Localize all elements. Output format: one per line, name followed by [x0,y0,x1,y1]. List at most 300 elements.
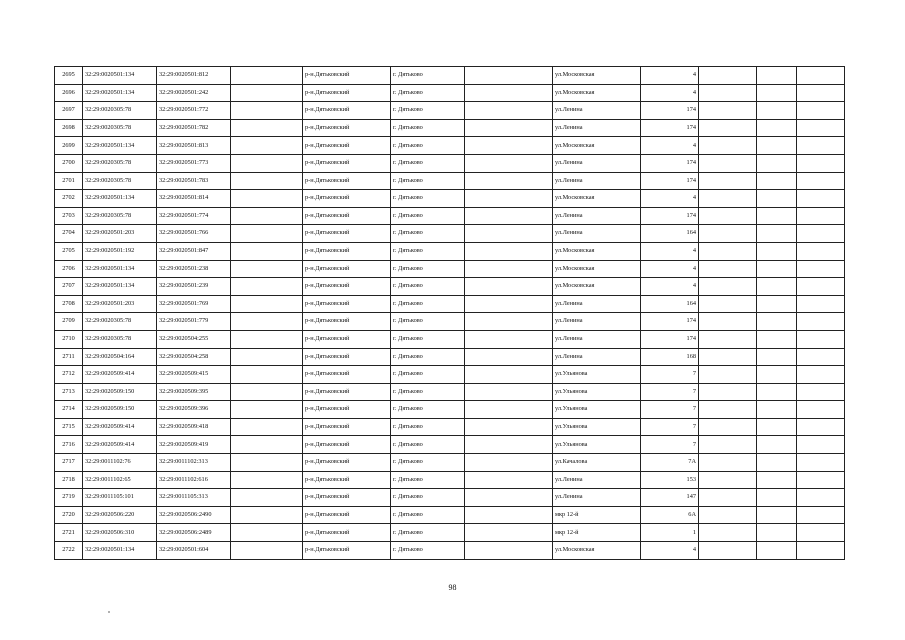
empty-cell [231,137,303,155]
empty-cell [465,278,553,296]
cadastral-number-cell: 32:29:0020501:783 [157,172,231,190]
empty-cell [465,154,553,172]
parent-cadastral-number-cell: 32:29:0020305:78 [83,207,157,225]
table-row [55,260,845,278]
empty-cell [231,383,303,401]
street-cell: ул.Ленина [553,471,641,489]
street-cell: ул.Ленина [553,154,641,172]
empty-cell [465,172,553,190]
city-cell: г. Дятьково [391,137,465,155]
street-cell: ул.Качалова [553,454,641,472]
row-number-cell: 2716 [55,436,83,454]
city-cell: г. Дятьково [391,506,465,524]
empty-cell [231,225,303,243]
empty-cell [757,436,797,454]
empty-cell [699,295,757,313]
empty-cell [797,84,845,102]
cadastral-number-cell: 32:29:0020501:238 [157,260,231,278]
empty-cell [797,119,845,137]
empty-cell [797,348,845,366]
city-cell: г. Дятьково [391,102,465,120]
house-number-cell: 174 [641,207,699,225]
empty-cell [699,330,757,348]
house-number-cell: 6А [641,506,699,524]
district-cell: р-н.Дятьковский [303,506,391,524]
empty-cell [465,542,553,560]
scan-speck [108,611,110,613]
table-row [55,119,845,137]
city-cell: г. Дятьково [391,401,465,419]
cadastral-number-cell: 32:29:0020504:258 [157,348,231,366]
cadastral-number-cell: 32:29:0020501:774 [157,207,231,225]
city-cell: г. Дятьково [391,242,465,260]
district-cell: р-н.Дятьковский [303,137,391,155]
district-cell: р-н.Дятьковский [303,295,391,313]
street-cell: мкр 12-й [553,506,641,524]
street-cell: ул.Ленина [553,295,641,313]
registry-table [54,66,845,560]
parent-cadastral-number-cell: 32:29:0020509:414 [83,418,157,436]
street-cell: ул.Московская [553,542,641,560]
parent-cadastral-number-cell: 32:29:0020501:192 [83,242,157,260]
empty-cell [231,190,303,208]
empty-cell [699,471,757,489]
city-cell: г. Дятьково [391,225,465,243]
empty-cell [797,471,845,489]
table-row [55,84,845,102]
empty-cell [465,436,553,454]
empty-cell [465,454,553,472]
row-number-cell: 2707 [55,278,83,296]
district-cell: р-н.Дятьковский [303,454,391,472]
empty-cell [465,524,553,542]
cadastral-number-cell: 32:29:0020509:419 [157,436,231,454]
empty-cell [699,383,757,401]
city-cell: г. Дятьково [391,295,465,313]
table-row [55,330,845,348]
table-row [55,102,845,120]
empty-cell [699,418,757,436]
district-cell: р-н.Дятьковский [303,154,391,172]
district-cell: р-н.Дятьковский [303,190,391,208]
district-cell: р-н.Дятьковский [303,401,391,419]
empty-cell [797,67,845,85]
district-cell: р-н.Дятьковский [303,524,391,542]
house-number-cell: 1 [641,524,699,542]
row-number-cell: 2700 [55,154,83,172]
house-number-cell: 153 [641,471,699,489]
street-cell: ул.Ленина [553,330,641,348]
city-cell: г. Дятьково [391,418,465,436]
parent-cadastral-number-cell: 32:29:0020305:78 [83,102,157,120]
row-number-cell: 2703 [55,207,83,225]
district-cell: р-н.Дятьковский [303,366,391,384]
table-row [55,172,845,190]
city-cell: г. Дятьково [391,67,465,85]
district-cell: р-н.Дятьковский [303,119,391,137]
street-cell: ул.Ульянова [553,366,641,384]
parent-cadastral-number-cell: 32:29:0020501:134 [83,67,157,85]
row-number-cell: 2709 [55,313,83,331]
row-number-cell: 2704 [55,225,83,243]
table-row [55,471,845,489]
empty-cell [757,260,797,278]
table-row [55,137,845,155]
parent-cadastral-number-cell: 32:29:0020501:203 [83,225,157,243]
cadastral-number-cell: 32:29:0020506:2490 [157,506,231,524]
empty-cell [757,278,797,296]
empty-cell [465,383,553,401]
street-cell: ул.Московская [553,67,641,85]
street-cell: ул.Ульянова [553,383,641,401]
empty-cell [465,190,553,208]
city-cell: г. Дятьково [391,542,465,560]
empty-cell [699,67,757,85]
parent-cadastral-number-cell: 32:29:0020305:78 [83,154,157,172]
cadastral-number-cell: 32:29:0020501:772 [157,102,231,120]
empty-cell [797,260,845,278]
table-row [55,154,845,172]
parent-cadastral-number-cell: 32:29:0020305:78 [83,119,157,137]
table-row [55,278,845,296]
city-cell: г. Дятьково [391,489,465,507]
house-number-cell: 4 [641,542,699,560]
empty-cell [797,436,845,454]
district-cell: р-н.Дятьковский [303,172,391,190]
empty-cell [465,401,553,419]
parent-cadastral-number-cell: 32:29:0011105:101 [83,489,157,507]
cadastral-number-cell: 32:29:0020501:779 [157,313,231,331]
table-row [55,313,845,331]
empty-cell [231,348,303,366]
empty-cell [699,542,757,560]
house-number-cell: 174 [641,313,699,331]
district-cell: р-н.Дятьковский [303,278,391,296]
empty-cell [231,67,303,85]
parent-cadastral-number-cell: 32:29:0020501:134 [83,278,157,296]
row-number-cell: 2717 [55,454,83,472]
city-cell: г. Дятьково [391,454,465,472]
city-cell: г. Дятьково [391,366,465,384]
table-row [55,383,845,401]
empty-cell [757,119,797,137]
street-cell: ул.Ленина [553,348,641,366]
cadastral-number-cell: 32:29:0020501:773 [157,154,231,172]
cadastral-number-cell: 32:29:0020501:769 [157,295,231,313]
empty-cell [757,524,797,542]
house-number-cell: 4 [641,260,699,278]
row-number-cell: 2714 [55,401,83,419]
district-cell: р-н.Дятьковский [303,542,391,560]
cadastral-number-cell: 32:29:0020504:255 [157,330,231,348]
street-cell: ул.Ленина [553,313,641,331]
empty-cell [757,313,797,331]
empty-cell [699,454,757,472]
empty-cell [465,471,553,489]
row-number-cell: 2710 [55,330,83,348]
row-number-cell: 2697 [55,102,83,120]
empty-cell [699,172,757,190]
empty-cell [465,84,553,102]
empty-cell [699,506,757,524]
street-cell: мкр 12-й [553,524,641,542]
row-number-cell: 2706 [55,260,83,278]
city-cell: г. Дятьково [391,119,465,137]
empty-cell [797,454,845,472]
row-number-cell: 2698 [55,119,83,137]
row-number-cell: 2719 [55,489,83,507]
empty-cell [757,366,797,384]
cadastral-number-cell: 32:29:0020509:415 [157,366,231,384]
parent-cadastral-number-cell: 32:29:0020305:78 [83,313,157,331]
cadastral-number-cell: 32:29:0020506:2489 [157,524,231,542]
empty-cell [797,137,845,155]
district-cell: р-н.Дятьковский [303,102,391,120]
empty-cell [699,225,757,243]
empty-cell [465,67,553,85]
empty-cell [699,260,757,278]
cadastral-number-cell: 32:29:0020509:396 [157,401,231,419]
empty-cell [699,278,757,296]
empty-cell [797,154,845,172]
empty-cell [231,524,303,542]
empty-cell [757,471,797,489]
empty-cell [757,330,797,348]
empty-cell [231,260,303,278]
empty-cell [699,401,757,419]
city-cell: г. Дятьково [391,524,465,542]
table-row [55,348,845,366]
city-cell: г. Дятьково [391,84,465,102]
parent-cadastral-number-cell: 32:29:0020506:220 [83,506,157,524]
empty-cell [757,295,797,313]
row-number-cell: 2715 [55,418,83,436]
empty-cell [757,542,797,560]
cadastral-number-cell: 32:29:0020501:239 [157,278,231,296]
cadastral-number-cell: 32:29:0011102:616 [157,471,231,489]
empty-cell [699,190,757,208]
empty-cell [465,137,553,155]
empty-cell [797,278,845,296]
empty-cell [231,242,303,260]
empty-cell [797,242,845,260]
house-number-cell: 174 [641,172,699,190]
street-cell: ул.Московская [553,242,641,260]
empty-cell [465,418,553,436]
empty-cell [757,154,797,172]
empty-cell [231,154,303,172]
table-row [55,524,845,542]
empty-cell [757,401,797,419]
parent-cadastral-number-cell: 32:29:0020501:134 [83,260,157,278]
cadastral-number-cell: 32:29:0020509:418 [157,418,231,436]
house-number-cell: 7 [641,383,699,401]
city-cell: г. Дятьково [391,172,465,190]
parent-cadastral-number-cell: 32:29:0020501:134 [83,542,157,560]
cadastral-number-cell: 32:29:0011105:313 [157,489,231,507]
empty-cell [465,119,553,137]
street-cell: ул.Ленина [553,172,641,190]
empty-cell [757,454,797,472]
district-cell: р-н.Дятьковский [303,260,391,278]
empty-cell [699,207,757,225]
empty-cell [699,524,757,542]
table-row [55,506,845,524]
empty-cell [757,207,797,225]
district-cell: р-н.Дятьковский [303,225,391,243]
street-cell: ул.Ленина [553,225,641,243]
parent-cadastral-number-cell: 32:29:0011102:65 [83,471,157,489]
empty-cell [465,348,553,366]
empty-cell [757,102,797,120]
table-row [55,67,845,85]
row-number-cell: 2722 [55,542,83,560]
empty-cell [757,137,797,155]
city-cell: г. Дятьково [391,154,465,172]
city-cell: г. Дятьково [391,471,465,489]
district-cell: р-н.Дятьковский [303,383,391,401]
empty-cell [231,172,303,190]
parent-cadastral-number-cell: 32:29:0020506:310 [83,524,157,542]
table-row [55,225,845,243]
parent-cadastral-number-cell: 32:29:0020501:134 [83,190,157,208]
city-cell: г. Дятьково [391,278,465,296]
table-row [55,366,845,384]
street-cell: ул.Московская [553,260,641,278]
empty-cell [465,366,553,384]
table-row [55,489,845,507]
empty-cell [465,489,553,507]
empty-cell [797,366,845,384]
row-number-cell: 2721 [55,524,83,542]
parent-cadastral-number-cell: 32:29:0020504:164 [83,348,157,366]
cadastral-number-cell: 32:29:0020501:242 [157,84,231,102]
table-row [55,542,845,560]
house-number-cell: 7 [641,436,699,454]
empty-cell [231,295,303,313]
district-cell: р-н.Дятьковский [303,418,391,436]
cadastral-number-cell: 32:29:0020501:812 [157,67,231,85]
cadastral-number-cell: 32:29:0011102:313 [157,454,231,472]
row-number-cell: 2718 [55,471,83,489]
parent-cadastral-number-cell: 32:29:0020305:78 [83,172,157,190]
district-cell: р-н.Дятьковский [303,471,391,489]
district-cell: р-н.Дятьковский [303,313,391,331]
district-cell: р-н.Дятьковский [303,67,391,85]
empty-cell [699,154,757,172]
parent-cadastral-number-cell: 32:29:0020509:414 [83,366,157,384]
empty-cell [231,454,303,472]
house-number-cell: 147 [641,489,699,507]
empty-cell [757,242,797,260]
empty-cell [465,207,553,225]
empty-cell [699,137,757,155]
table-row [55,207,845,225]
cadastral-number-cell: 32:29:0020501:847 [157,242,231,260]
empty-cell [757,383,797,401]
empty-cell [231,278,303,296]
house-number-cell: 174 [641,154,699,172]
empty-cell [797,190,845,208]
empty-cell [797,225,845,243]
empty-cell [231,418,303,436]
house-number-cell: 4 [641,190,699,208]
empty-cell [757,489,797,507]
empty-cell [465,313,553,331]
empty-cell [797,102,845,120]
empty-cell [699,242,757,260]
row-number-cell: 2711 [55,348,83,366]
house-number-cell: 164 [641,295,699,313]
city-cell: г. Дятьково [391,207,465,225]
empty-cell [797,172,845,190]
city-cell: г. Дятьково [391,383,465,401]
empty-cell [231,506,303,524]
empty-cell [757,418,797,436]
empty-cell [797,524,845,542]
empty-cell [797,383,845,401]
cadastral-number-cell: 32:29:0020501:814 [157,190,231,208]
district-cell: р-н.Дятьковский [303,489,391,507]
empty-cell [757,225,797,243]
empty-cell [797,506,845,524]
empty-cell [797,542,845,560]
empty-cell [797,313,845,331]
parent-cadastral-number-cell: 32:29:0020305:78 [83,330,157,348]
district-cell: р-н.Дятьковский [303,207,391,225]
district-cell: р-н.Дятьковский [303,84,391,102]
cadastral-number-cell: 32:29:0020501:604 [157,542,231,560]
city-cell: г. Дятьково [391,313,465,331]
parent-cadastral-number-cell: 32:29:0020509:414 [83,436,157,454]
district-cell: р-н.Дятьковский [303,242,391,260]
empty-cell [699,348,757,366]
street-cell: ул.Ленина [553,102,641,120]
table-row [55,418,845,436]
house-number-cell: 164 [641,225,699,243]
parent-cadastral-number-cell: 32:29:0011102:76 [83,454,157,472]
empty-cell [231,313,303,331]
cadastral-number-cell: 32:29:0020501:782 [157,119,231,137]
row-number-cell: 2695 [55,67,83,85]
empty-cell [231,471,303,489]
parent-cadastral-number-cell: 32:29:0020509:150 [83,401,157,419]
house-number-cell: 168 [641,348,699,366]
row-number-cell: 2713 [55,383,83,401]
empty-cell [465,330,553,348]
cadastral-number-cell: 32:29:0020509:395 [157,383,231,401]
empty-cell [231,330,303,348]
house-number-cell: 4 [641,278,699,296]
empty-cell [797,295,845,313]
district-cell: р-н.Дятьковский [303,348,391,366]
house-number-cell: 174 [641,119,699,137]
empty-cell [231,542,303,560]
city-cell: г. Дятьково [391,260,465,278]
table-row [55,295,845,313]
house-number-cell: 4 [641,67,699,85]
street-cell: ул.Московская [553,190,641,208]
empty-cell [699,313,757,331]
street-cell: ул.Ленина [553,207,641,225]
house-number-cell: 7 [641,366,699,384]
empty-cell [797,489,845,507]
table-row [55,436,845,454]
empty-cell [231,366,303,384]
registry-table-body [55,67,845,560]
empty-cell [699,489,757,507]
street-cell: ул.Ульянова [553,418,641,436]
